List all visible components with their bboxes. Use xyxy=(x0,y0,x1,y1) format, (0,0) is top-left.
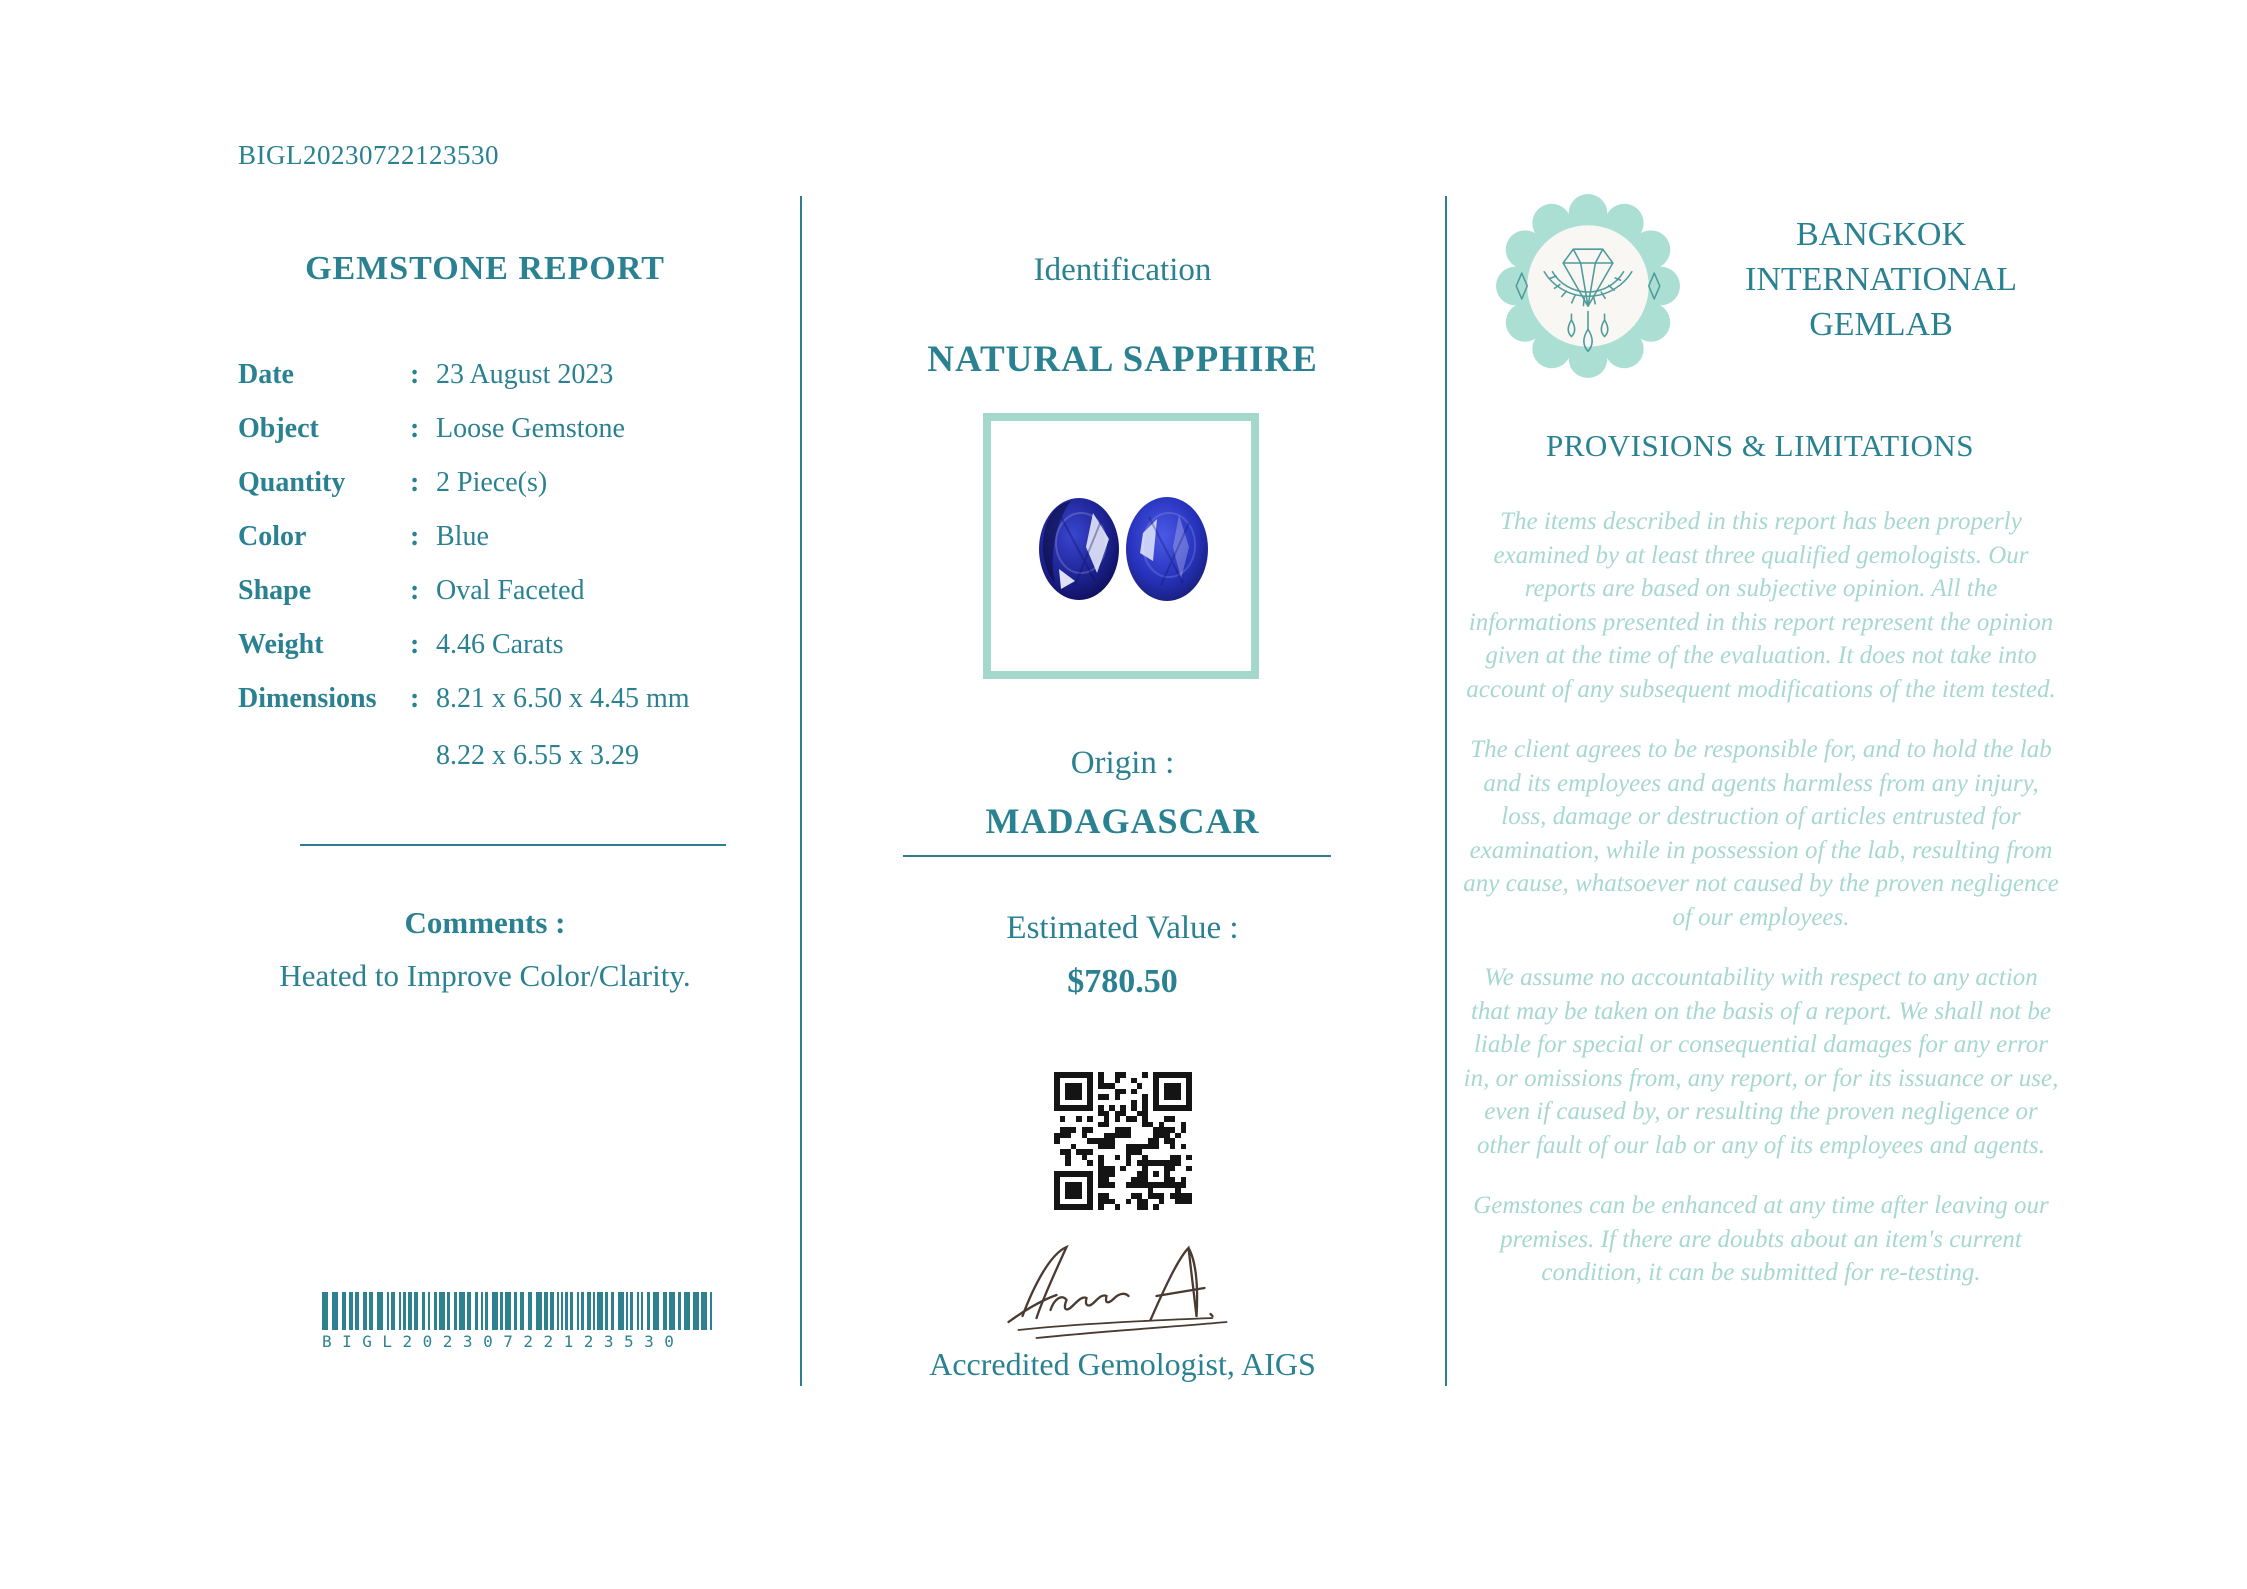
field-colon: : xyxy=(410,467,420,498)
report-fields-table xyxy=(238,360,778,738)
table-row xyxy=(238,630,778,659)
field-value: 23 August 2023 xyxy=(436,359,614,390)
right-gem xyxy=(1126,497,1208,601)
barcode-text: BIGL20230722123530 xyxy=(322,1332,685,1351)
provisions-text xyxy=(1463,505,2059,1317)
dimensions-second-line: 8.22 x 6.55 x 3.29 xyxy=(436,740,639,771)
report-number: BIGL20230722123530 xyxy=(238,140,499,170)
field-value: Loose Gemstone xyxy=(436,413,625,444)
lab-name xyxy=(1692,212,2070,347)
barcode xyxy=(322,1292,712,1351)
estimated-value: $780.50 xyxy=(1067,963,1178,1000)
comments-heading: Comments : xyxy=(404,905,566,940)
signature-underline xyxy=(1037,1322,1227,1338)
field-label: Date xyxy=(238,359,294,390)
signature-handwriting-icon xyxy=(985,1238,1260,1343)
field-colon: : xyxy=(410,575,420,606)
gem-photo-frame xyxy=(983,413,1259,679)
field-label: Dimensions xyxy=(238,683,377,714)
field-label: Color xyxy=(238,521,307,552)
identification-result: NATURAL SAPPHIRE xyxy=(927,339,1318,380)
origin-divider xyxy=(903,855,1331,857)
table-row xyxy=(238,414,778,443)
provisions-paragraph: The items described in this report has been properly examined by at least three qualified gemologists. Our reports are based on subjective opinion. All the informations presented in this report represent the opinion given at the time of the evaluation. It does not take into account of any subsequent modifications of the item tested. xyxy=(1466,508,2056,703)
left-gem xyxy=(1039,498,1119,600)
estimated-value-label: Estimated Value : xyxy=(1006,910,1239,946)
field-label: Shape xyxy=(238,575,312,606)
column-divider-right xyxy=(1445,196,1447,1386)
page-title: GEMSTONE REPORT xyxy=(305,250,665,287)
field-value: 2 Piece(s) xyxy=(436,467,548,498)
lab-name-line: GEMLAB xyxy=(1809,306,1953,343)
field-label: Weight xyxy=(238,629,324,660)
gemologist-title: Accredited Gemologist, AIGS xyxy=(929,1346,1316,1382)
field-colon: : xyxy=(410,629,420,660)
barcode-bars-icon xyxy=(322,1292,712,1330)
table-row xyxy=(238,360,778,389)
lab-name-line: BANGKOK xyxy=(1796,216,1966,253)
field-colon: : xyxy=(410,683,420,714)
gem-crescent-badge-icon xyxy=(1496,194,1680,378)
comments-text: Heated to Improve Color/Clarity. xyxy=(279,958,691,993)
sapphire-pair-photo xyxy=(991,421,1251,671)
comments-divider xyxy=(300,844,726,846)
table-row xyxy=(238,684,778,713)
table-row xyxy=(238,468,778,497)
qr-code-icon xyxy=(1054,1072,1192,1210)
field-value: 8.21 x 6.50 x 4.45 mm xyxy=(436,683,690,714)
provisions-paragraph: Gemstones can be enhanced at any time after leaving our premises. If there are doubts about an item's current condition, it can be submitted for re-testing. xyxy=(1473,1192,2049,1286)
field-label: Quantity xyxy=(238,467,346,498)
lab-logo xyxy=(1496,194,1680,378)
signature-underline xyxy=(1019,1318,1213,1330)
identification-heading: Identification xyxy=(1033,252,1212,288)
field-label: Object xyxy=(238,413,319,444)
provisions-heading: PROVISIONS & LIMITATIONS xyxy=(1545,428,1975,463)
field-value: Oval Faceted xyxy=(436,575,585,606)
origin-label: Origin : xyxy=(1070,745,1175,781)
signature xyxy=(985,1238,1260,1343)
field-colon: : xyxy=(410,359,420,390)
field-colon: : xyxy=(410,413,420,444)
lab-name-line: INTERNATIONAL xyxy=(1745,261,2017,298)
field-colon: : xyxy=(410,521,420,552)
provisions-paragraph: The client agrees to be responsible for, and to hold the lab and its employees and agents harmless from any injury, loss, damage or destruction of articles entrusted for examination, while in possession of the lab, resulting from any cause, whatsoever not caused by the proven negligence of our employees. xyxy=(1463,736,2059,931)
origin-value: MADAGASCAR xyxy=(985,801,1260,841)
provisions-paragraph: We assume no accountability with respect to any action that may be taken on the basis of a report. We shall not be liable for special or consequential damages for any error in, or omissions from, any report, or for its issuance or use, even if caused by, or resulting the proven negligence or other fault of our lab or any of its employees and agents. xyxy=(1463,964,2059,1159)
table-row xyxy=(238,522,778,551)
field-value: 4.46 Carats xyxy=(436,629,564,660)
table-row xyxy=(238,576,778,605)
field-value: Blue xyxy=(436,521,489,552)
